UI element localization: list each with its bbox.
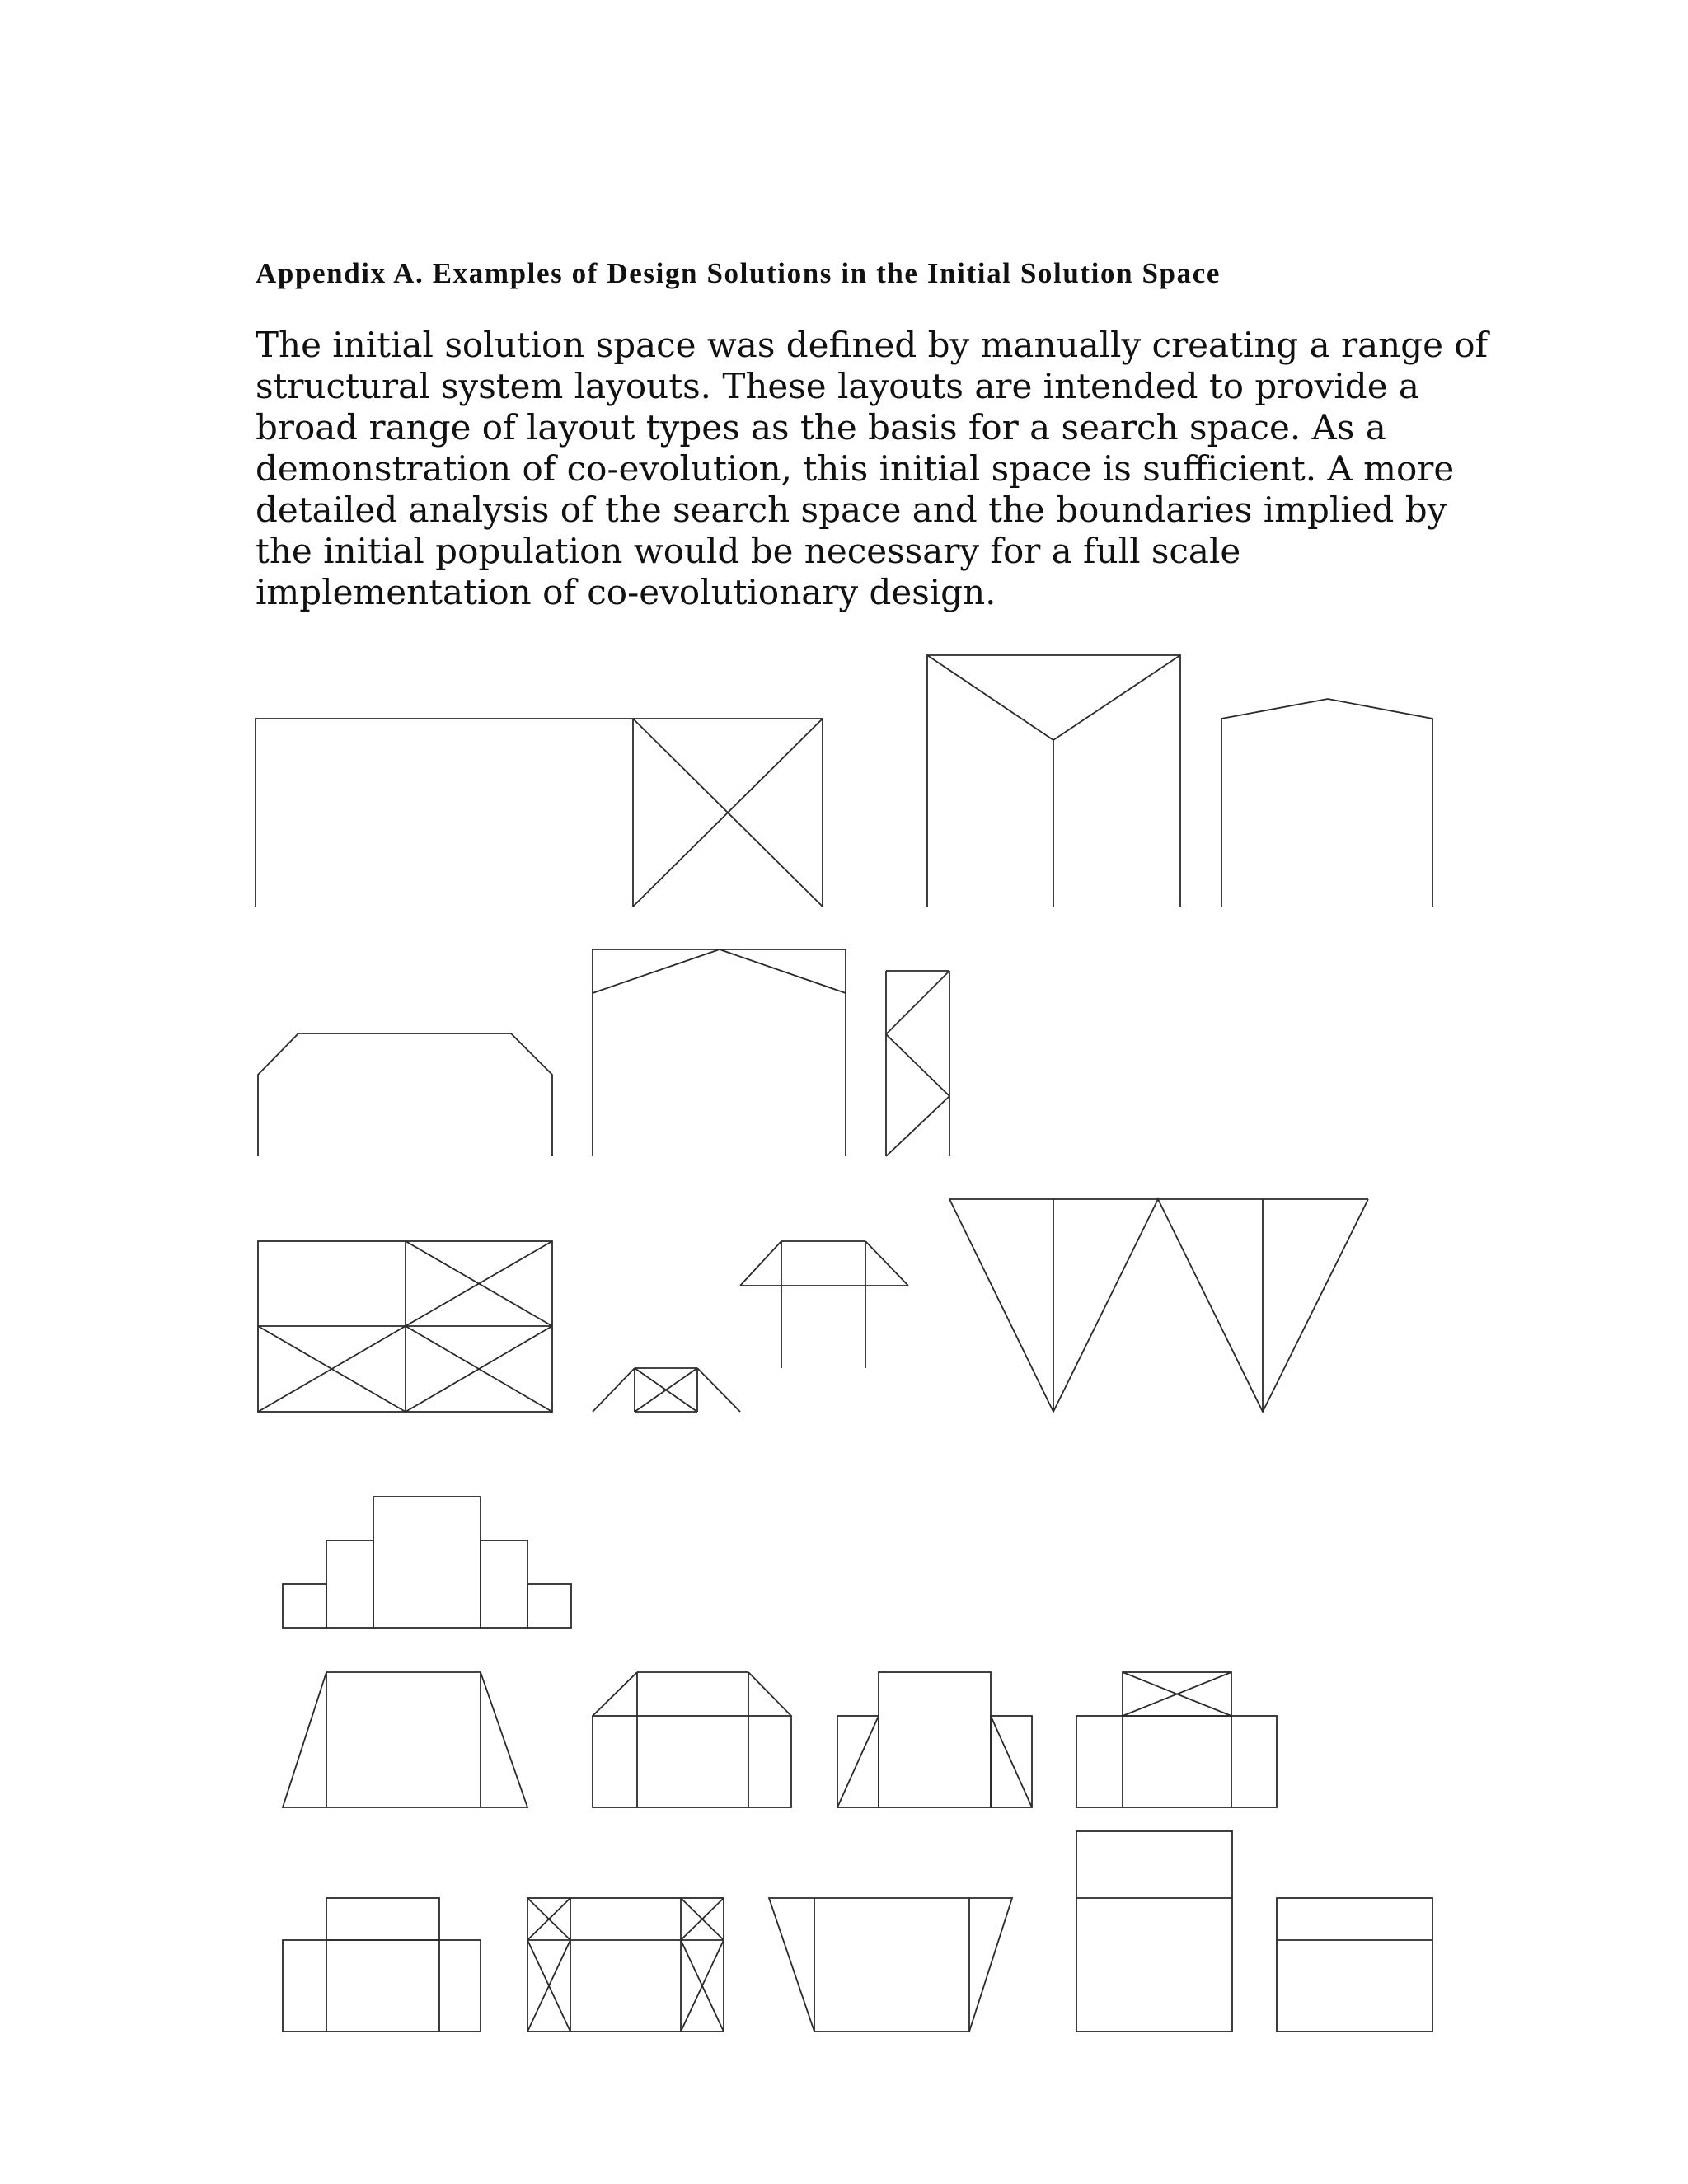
appendix-heading: Appendix A. Examples of Design Solutions in the Initial Solution Space — [256, 257, 1221, 289]
paragraph-line: implementation of co-evolutionary design. — [256, 572, 996, 612]
layout-portal-pitched-truss — [593, 949, 846, 1156]
layout-chamfered-box — [593, 1672, 791, 1807]
paragraph-line: detailed analysis of the search space and the boundaries implied by — [256, 490, 1447, 530]
paragraph-line: structural system layouts. These layouts are intended to provide a — [256, 366, 1419, 406]
paragraph-line: broad range of layout types as the basis for a search space. As a — [256, 407, 1386, 448]
layout-core-with-braced-wings — [837, 1672, 1032, 1807]
layout-pitched-portal — [1221, 699, 1432, 907]
layout-inverted-triangles — [950, 1199, 1368, 1412]
layout-cantilever-canopy — [740, 1241, 908, 1368]
layout-tall-two-tier-block — [1076, 1831, 1232, 2032]
layout-braced-tower — [886, 971, 950, 1156]
layout-trapezoid-core — [283, 1672, 528, 1807]
layout-braced-top-core — [1076, 1672, 1277, 1807]
layout-chamfered-portal — [258, 1033, 552, 1156]
layout-inverted-trapezoid — [769, 1898, 1012, 2032]
layout-y-braced-frame — [927, 655, 1180, 907]
layout-wide-portal-braced-bay — [256, 719, 823, 907]
layout-low-two-tier-block — [1277, 1898, 1432, 2032]
layout-raised-center-block — [283, 1898, 481, 2032]
layout-braced-grid-frame — [258, 1241, 552, 1412]
paragraph-line: the initial population would be necessary for a full scale — [256, 531, 1241, 571]
layout-stepped-tiers — [283, 1497, 571, 1628]
layout-braced-end-bays — [528, 1898, 724, 2032]
paragraph-line: demonstration of co-evolution, this initial space is sufficient. A more — [256, 448, 1455, 489]
layout-small-braced-truss — [593, 1368, 740, 1412]
paragraph-line: The initial solution space was defined by manually creating a range of — [256, 325, 1489, 365]
